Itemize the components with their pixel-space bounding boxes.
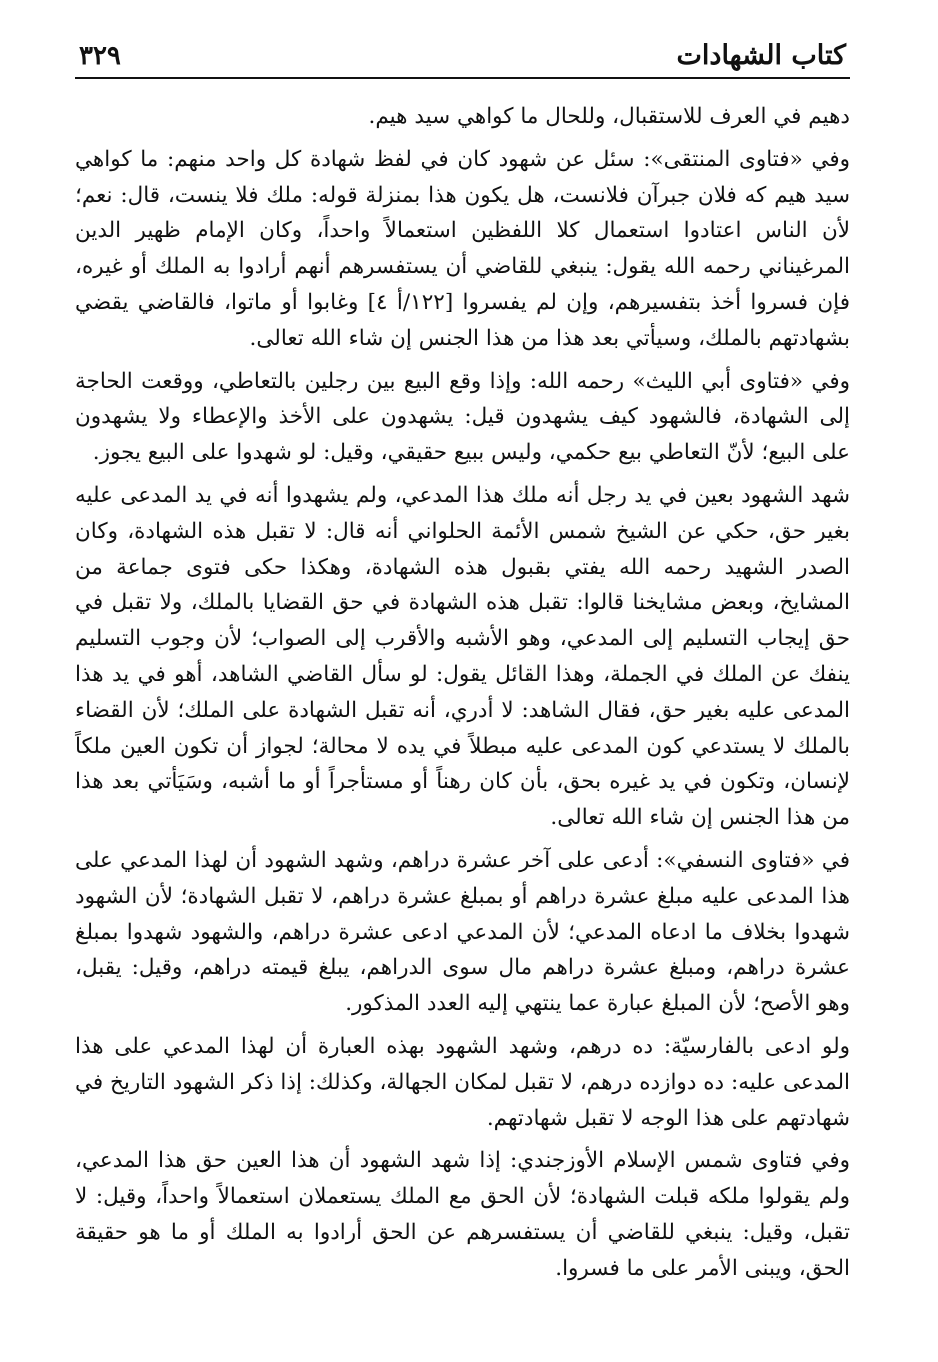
paragraph-4: شهد الشهود بعين في يد رجل أنه ملك هذا المدعي، ولم يشهدوا أنه في يد المدعى عليه بغير حق، حكي عن الشيخ شمس الأئمة الحلواني أنه قال: لا تقبل هذه الشهادة، وكان الصدر الشهيد رحمه الله يفتي بقبول هذه الشهادة، وهكذا حكى فتوى جماعة من المشايخ، وبعض مشايخنا قالوا: تقبل هذه الشهادة في حق القضايا بالملك، ولا تقبل في حق إيجاب التسليم إلى المدعي، وهو الأشبه والأقرب إلى الصواب؛ لأن وجوب التسليم ينفك عن الملك في الجملة، وهذا القائل يقول: لو سأل القاضي الشاهد، أهو في يد هذا المدعى عليه بغير حق، فقال الشاهد: لا أدري، أنه تقبل الشهادة على الملك؛ لأن القضاء بالملك لا يستدعي كون المدعى عليه مبطلاً في يده لا محالة؛ لجواز أن تكون العين ملكاً لإنسان، وتكون في يد غيره بحق، بأن كان رهناً أو مستأجراً أو ما أشبه، وسَيَأتي بعد هذا من هذا الجنس إن شاء الله تعالى.: [75, 482, 850, 831]
paragraph-2: وفي «فتاوى المنتقى»: سئل عن شهود كان في لفظ شهادة كل واحد منهم: ما كواهي سيد هيم كه فلان جبرآن فلانست، هل يكون هذا بمنزلة قوله: ملك فلا ينست، قال: نعم؛ لأن الناس اعتادوا استعمال كلا اللفظين استعمالاً واحداً، وكان الإمام ظهير الدين المرغيناني رحمه الله يقول: ينبغي للقاضي أن يستفسرهم أنهم أرادوا به الملك أو غيره، فإن فسروا أخذ بتفسيرهم، وإن لم يفسروا [١٢٢/أ ٤] وغابوا أو ماتوا، فالقاضي يقضي بشهادتهم بالملك، وسيأتي بعد هذا من هذا الجنس إن شاء الله تعالى.: [75, 146, 850, 351]
page-body: [75, 99, 850, 1287]
paragraph-6: ولو ادعى بالفارسيّة: ده درهم، وشهد الشهود بهذه العبارة أن لهذا المدعي على هذا المدعى عليه: ده دوازده درهم، لا تقبل لمكان الجهالة، وكذلك: إذا ذكر الشهود التاريخ في شهادتهم على هذا الوجه لا تقبل شهادتهم.: [75, 1033, 850, 1131]
paragraph-1: دهيم في العرف للاستقبال، وللحال ما كواهي سيد هيم.: [368, 104, 850, 129]
running-header: [75, 40, 850, 79]
page-number: ٣٢٩: [79, 41, 121, 71]
chapter-title: كتاب الشهادات: [676, 40, 846, 71]
paragraph-3: وفي «فتاوى أبي الليث» رحمه الله: وإذا وقع البيع بين رجلين بالتعاطي، ووقعت الحاجة إلى الشهادة، فالشهود كيف يشهدون قيل: يشهدون على الأخذ والإعطاء ولا يشهدون على البيع؛ لأنّ التعاطي بيع حكمي، وليس ببيع حقيقي، وقيل: لو شهدوا على البيع يجوز.: [75, 368, 850, 466]
paragraph-7: وفي فتاوى شمس الإسلام الأوزجندي: إذا شهد الشهود أن هذا العين حق هذا المدعي، ولم يقولوا ملكه قبلت الشهادة؛ لأن الحق مع الملك يستعملان استعمالاً واحداً، وقيل: لا تقبل، وقيل: ينبغي للقاضي أن يستفسرهم عن الحق أرادوا به الملك أو ما هو حقيقة الحق، ويبنى الأمر على ما فسروا.: [75, 1148, 850, 1281]
paragraph-5: في «فتاوى النسفي»: أدعى على آخر عشرة دراهم، وشهد الشهود أن لهذا المدعي على هذا المدعى عليه مبلغ عشرة دراهم أو بمبلغ عشرة دراهم، لا تقبل الشهادة؛ لأن الشهود شهدوا بخلاف ما ادعاه المدعي؛ لأن المدعي ادعى عشرة دراهم، والشهود شهدوا بمبلغ عشرة دراهم، ومبلغ عشرة دراهم مال سوى الدراهم، يبلغ قيمته دراهم، وقيل: يقبل، وهو الأصح؛ لأن المبلغ عبارة عما ينتهي إليه العدد المذكور.: [75, 847, 850, 1017]
